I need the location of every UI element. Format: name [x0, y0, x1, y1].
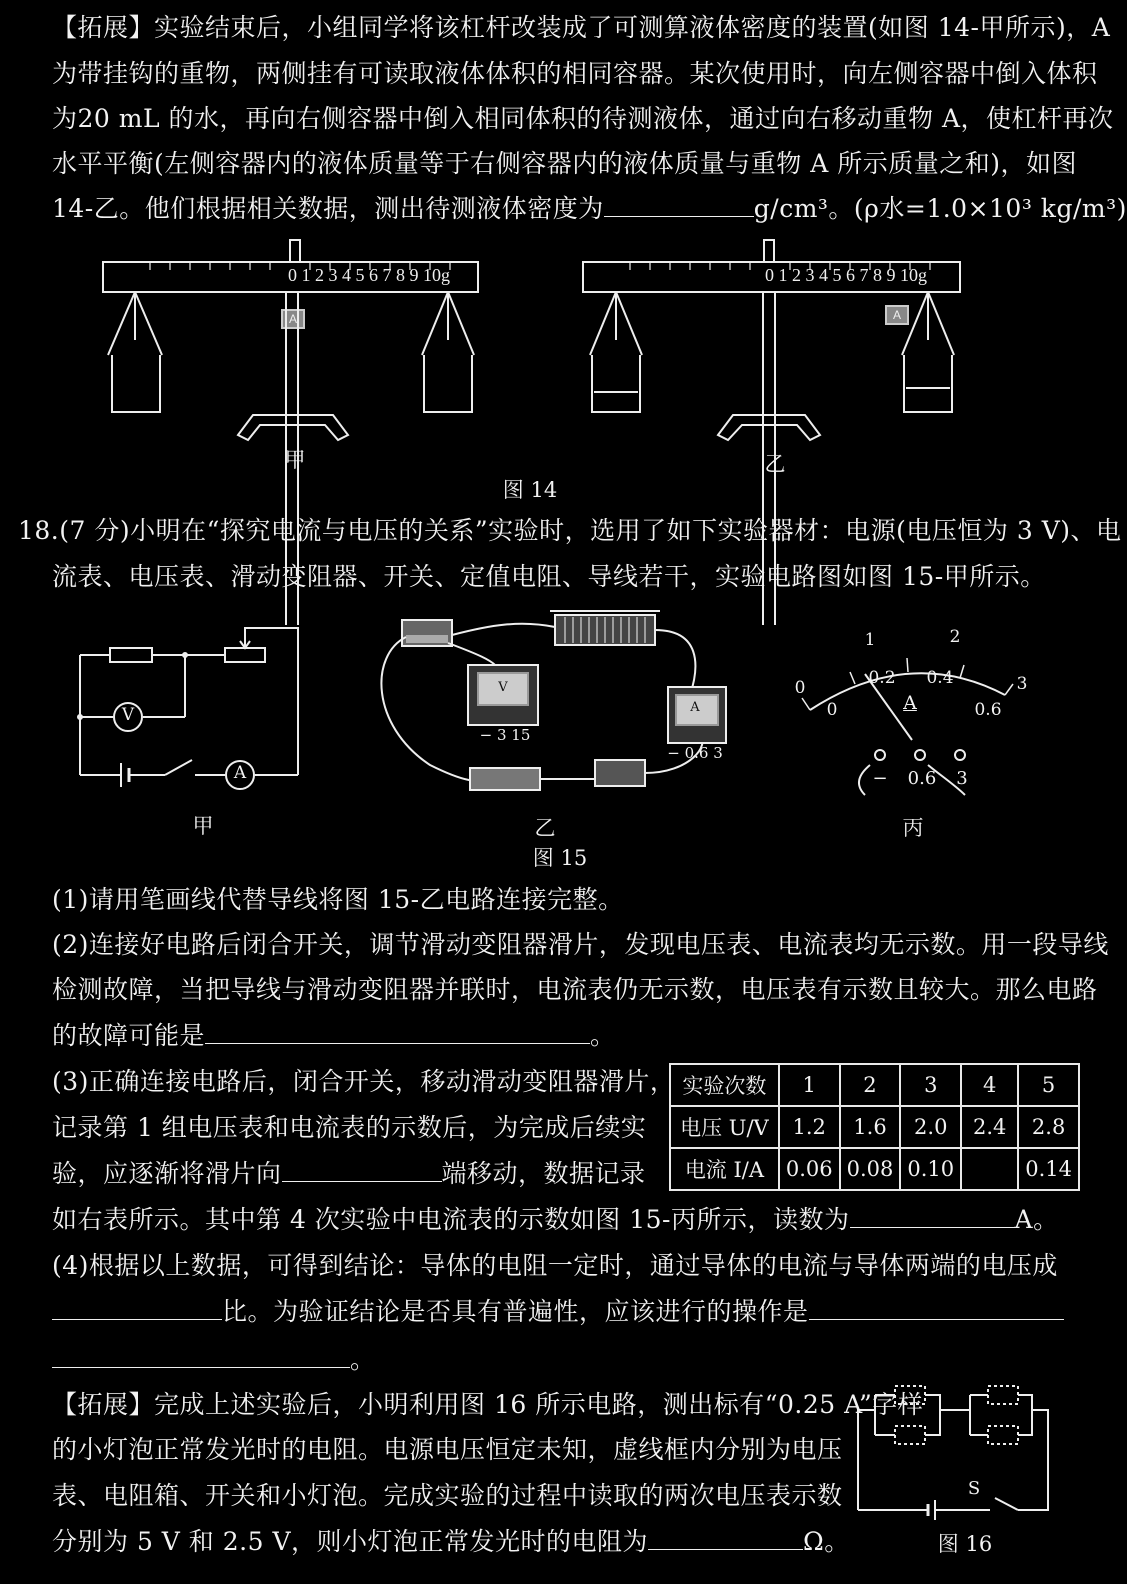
- table-cell: 2.0: [900, 1106, 961, 1148]
- figure-16: [850, 1380, 1060, 1530]
- density-answer-blank[interactable]: [604, 194, 754, 217]
- para1-line1: 【拓展】实验结束后，小组同学将该杠杆改装成了可测算液体密度的装置(如图 14-甲所示)，A: [52, 13, 1111, 42]
- table-cell: 1.6: [840, 1106, 901, 1148]
- fig15-physical-circuit: [370, 605, 730, 805]
- sub2-line2: 检测故障，当把导线与滑动变阻器并联时，电流表仍无示数，电压表有示数且较大。那么电路: [52, 975, 1098, 1004]
- sub2-line1: (2)连接好电路后闭合开关，调节滑动变阻器滑片，发现电压表、电流表均无示数。用一段导线: [52, 930, 1109, 959]
- sub3-line2: 记录第 1 组电压表和电流表的示数后，为完成后续实: [52, 1113, 647, 1142]
- data-table: [669, 1063, 1080, 1191]
- weight-a-left: A: [288, 312, 298, 326]
- table-row: [670, 1106, 1079, 1148]
- dial-top-2: 2: [949, 627, 961, 647]
- table-row: [670, 1064, 1079, 1106]
- fig15-label-jia: 甲: [192, 814, 214, 838]
- sub4-line2-text: 比。为验证结论是否具有普遍性，应该进行的操作是: [222, 1297, 809, 1326]
- operation-blank-1[interactable]: [809, 1297, 1064, 1320]
- table-cell: 5: [1018, 1064, 1079, 1106]
- dial-term-0-6: 0.6: [907, 768, 937, 789]
- table-cell: [961, 1148, 1018, 1190]
- dial-top-0: 0: [794, 678, 806, 698]
- sub4-line1: (4)根据以上数据，可得到结论：导体的电阻一定时，通过导体的电流与导体两端的电压成: [52, 1251, 1058, 1280]
- fig15-ammeter-a: A: [233, 763, 247, 783]
- sub4-line2: [52, 1296, 1064, 1328]
- fig14-label-yi: 乙: [764, 452, 786, 476]
- table-cell: 电压 U/V: [670, 1106, 779, 1148]
- sub3-line1: (3)正确连接电路后，闭合开关，移动滑动变阻器滑片，: [52, 1067, 676, 1096]
- fig15-voltmeter-v: V: [121, 705, 135, 725]
- table-row: [670, 1148, 1079, 1190]
- table-cell: 0.06: [779, 1148, 840, 1190]
- sub4-line3: [52, 1344, 376, 1376]
- current-reading-blank[interactable]: [850, 1205, 1015, 1228]
- figure-14: [0, 230, 1080, 500]
- sub2-line3-end: 。: [590, 1021, 616, 1050]
- para1-line5-text: 14-乙。他们根据相关数据，测出待测液体密度为: [52, 194, 604, 223]
- dial-top-3: 3: [1016, 674, 1028, 694]
- dial-top-1: 1: [864, 630, 876, 650]
- table-cell: 1.2: [779, 1106, 840, 1148]
- para1-line3: 为20 mL 的水，再向右侧容器中倒入相同体积的待测液体，通过向右移动重物 A，使杠杆再次: [52, 104, 1114, 133]
- para1-line2: 为带挂钩的重物，两侧挂有可读取液体体积的相同容器。某次使用时，向左侧容器中倒入体积: [52, 59, 1098, 88]
- sub3-line4: [52, 1204, 1059, 1236]
- dial-bottom-0: 0: [826, 700, 838, 720]
- scale-right: 0 1 2 3 4 5 6 7 8 9 10g: [765, 265, 927, 285]
- proportion-blank[interactable]: [52, 1297, 222, 1320]
- para1-line5-unit: g/cm³。(ρ水=1.0×10³ kg/m³): [753, 194, 1127, 223]
- ext-line2: 的小灯泡正常发光时的电阻。电源电压恒定未知，虚线框内分别为电压: [52, 1435, 843, 1464]
- dial-unit: A: [903, 692, 917, 714]
- dial-bottom-0-2: 0.2: [868, 668, 896, 688]
- dial-bottom-0-6: 0.6: [974, 700, 1002, 720]
- table-cell: 实验次数: [670, 1064, 779, 1106]
- table-cell: 0.10: [900, 1148, 961, 1190]
- fig15-label-yi: 乙: [534, 816, 556, 840]
- scale-left: 0 1 2 3 4 5 6 7 8 9 10g: [288, 265, 450, 285]
- operation-blank-2[interactable]: [52, 1345, 350, 1368]
- dial-bottom-0-4: 0.4: [926, 668, 954, 688]
- fig15-circuit-diagram: [0, 600, 320, 800]
- fig15-physical-voltmeter-v: V: [498, 680, 508, 695]
- sub3-line3: [52, 1158, 646, 1190]
- fig15-label-bing: 丙: [902, 816, 924, 840]
- fig15-physical-ammeter-a: A: [690, 700, 700, 715]
- table-cell: 3: [900, 1064, 961, 1106]
- sub3-line4-text: 如右表所示。其中第 4 次实验中电流表的示数如图 15-丙所示，读数为: [52, 1205, 850, 1234]
- dial-term-3: 3: [956, 768, 968, 789]
- ext-line3: 表、电阻箱、开关和小灯泡。完成实验的过程中读取的两次电压表示数: [52, 1481, 843, 1510]
- fig15-caption: 图 15: [532, 846, 588, 870]
- q18-line1: 18.(7 分)小明在“探究电流与电压的关系”实验时，选用了如下实验器材：电源(电压恒为 3 V)、电: [18, 516, 1122, 545]
- fig16-caption: 图 16: [937, 1532, 993, 1556]
- resistance-answer-blank[interactable]: [648, 1527, 803, 1550]
- weight-a-right: A: [892, 308, 902, 322]
- ext-line4-end: Ω。: [803, 1527, 850, 1556]
- fig14-label-jia: 甲: [284, 448, 306, 472]
- fig14-caption: 图 14: [502, 478, 558, 502]
- table-cell: 0.14: [1018, 1148, 1079, 1190]
- ammeter-terminals: − 0.6 3: [667, 744, 723, 762]
- table-cell: 4: [961, 1064, 1018, 1106]
- sub4-line3-end: 。: [350, 1345, 376, 1374]
- fault-answer-blank[interactable]: [205, 1021, 590, 1044]
- para1-line5: [52, 193, 1127, 225]
- dial-term-minus: −: [872, 768, 888, 789]
- table-cell: 0.08: [840, 1148, 901, 1190]
- sub2-line3: [52, 1020, 616, 1052]
- table-cell: 1: [779, 1064, 840, 1106]
- ext-line4: [52, 1526, 850, 1558]
- fig16-switch-s: S: [967, 1478, 981, 1499]
- voltmeter-terminals: − 3 15: [479, 726, 531, 744]
- ext-line4-text: 分别为 5 V 和 2.5 V，则小灯泡正常发光时的电阻为: [52, 1527, 649, 1556]
- q18-line2: 流表、电压表、滑动变阻器、开关、定值电阻、导线若干，实验电路图如图 15-甲所示。: [52, 562, 1046, 591]
- para1-line4: 水平平衡(左侧容器内的液体质量等于右侧容器内的液体质量与重物 A 所示质量之和)，如图: [52, 149, 1077, 178]
- table-cell: 2.4: [961, 1106, 1018, 1148]
- ext-line1: 【拓展】完成上述实验后，小明利用图 16 所示电路，测出标有“0.25 A”字样: [52, 1390, 924, 1419]
- sub1: (1)请用笔画线代替导线将图 15-乙电路连接完整。: [52, 885, 624, 914]
- sub3-line4-end: A。: [1014, 1205, 1059, 1234]
- table-cell: 2: [840, 1064, 901, 1106]
- sub3-line3-end: 端移动，数据记录: [441, 1159, 646, 1188]
- sub2-line3-text: 的故障可能是: [52, 1021, 206, 1050]
- slider-direction-blank[interactable]: [282, 1159, 442, 1182]
- sub3-line3-text: 验，应逐渐将滑片向: [52, 1159, 282, 1188]
- table-cell: 电流 I/A: [670, 1148, 779, 1190]
- table-cell: 2.8: [1018, 1106, 1079, 1148]
